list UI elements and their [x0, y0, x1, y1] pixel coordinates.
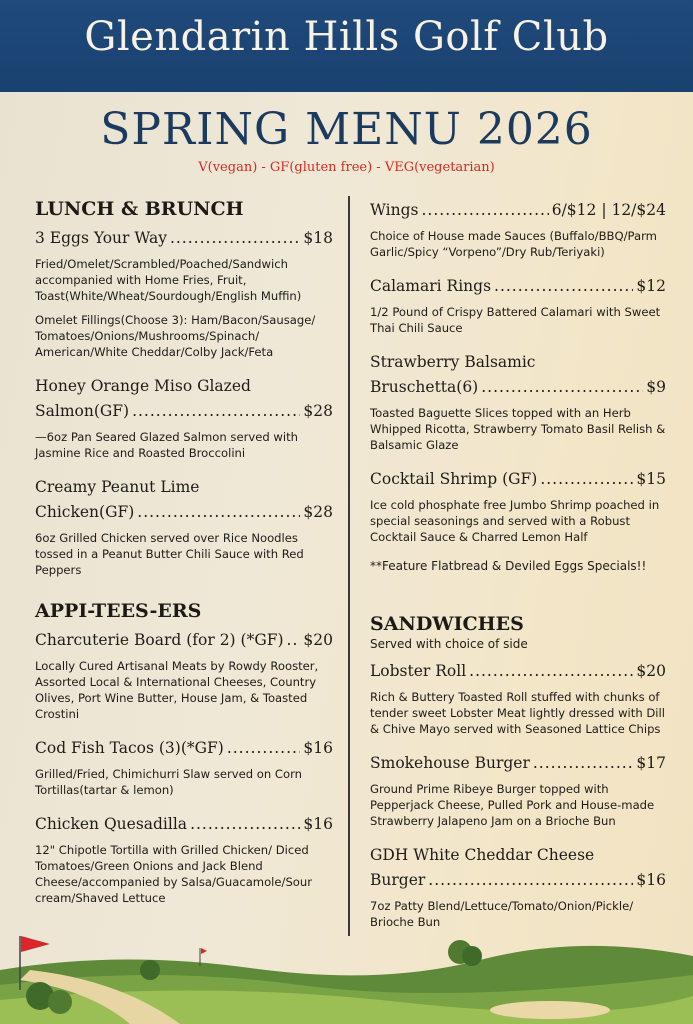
- menu-item: [370, 467, 666, 545]
- item-name: Smokehouse Burger: [370, 754, 530, 772]
- dot-leader: [421, 198, 548, 223]
- dietary-legend: V(vegan) - GF(gluten free) - VEG(vegetarian): [198, 160, 495, 175]
- item-name: 3 Eggs Your Way: [35, 229, 167, 247]
- item-price: $15: [636, 470, 666, 488]
- menu-item: [35, 475, 333, 578]
- item-description: Locally Cured Artisanal Meats by Rowdy Rooster, Assorted Local & International Cheeses, Country Olives, Port Wine Butter, House Jam, & Toasted Crostini: [35, 659, 319, 721]
- item-description: Grilled/Fried, Chimichurri Slaw served on Corn Tortillas(tartar & lemon): [35, 767, 303, 797]
- item-price: $20: [636, 662, 666, 680]
- item-name: Salmon(GF): [35, 402, 130, 420]
- dot-leader: [137, 500, 300, 525]
- item-price: $12: [636, 277, 666, 295]
- item-name: Chicken(GF): [35, 503, 135, 521]
- item-name: Charcuterie Board (for 2) (*GF): [35, 631, 284, 649]
- menu-section: [35, 198, 333, 578]
- menu-section: [370, 198, 666, 573]
- item-name: Honey Orange Miso Glazed: [35, 377, 251, 395]
- item-name: Burger: [370, 871, 426, 889]
- dot-leader: [227, 736, 301, 761]
- dot-leader: [287, 628, 301, 653]
- item-description: Ground Prime Ribeye Burger topped with Pepperjack Cheese, Pulled Pork and House-made Strawberry Jalapeno Jam on a Brioche Bun: [370, 782, 655, 828]
- item-name: Lobster Roll: [370, 662, 467, 680]
- dot-leader: [494, 274, 633, 299]
- menu-item: [370, 274, 666, 336]
- dot-leader: [540, 467, 633, 492]
- menu-item: [370, 350, 666, 453]
- item-name: Bruschetta(6): [370, 378, 479, 396]
- dot-leader: [428, 868, 633, 893]
- dot-leader: [132, 399, 300, 424]
- menu-item: [370, 843, 666, 930]
- item-name: Strawberry Balsamic: [370, 353, 536, 371]
- column-divider: [348, 196, 350, 936]
- dot-leader: [481, 375, 643, 400]
- section-heading: SANDWICHES: [370, 613, 524, 635]
- dot-leader: [190, 812, 300, 837]
- specials-note: **Feature Flatbread & Deviled Eggs Specials!!: [370, 559, 647, 573]
- item-description: 1/2 Pound of Crispy Battered Calamari with Sweet Thai Chili Sauce: [370, 305, 661, 335]
- item-price: $17: [636, 754, 666, 772]
- item-description: Omelet Fillings(Choose 3): Ham/Bacon/Sausage/ Tomatoes/Onions/Mushrooms/Spinach/ American/White Cheddar/Colby Jack/Feta: [35, 313, 316, 359]
- item-price: $18: [303, 229, 333, 247]
- menu-title: SPRING MENU 2026: [100, 104, 593, 155]
- menu-item: [35, 628, 333, 722]
- item-description: 6oz Grilled Chicken served over Rice Noodles tossed in a Peanut Butter Chili Sauce with Red Peppers: [35, 531, 304, 577]
- item-name: Chicken Quesadilla: [35, 815, 188, 833]
- item-price: 6/$12 | 12/$24: [551, 201, 666, 219]
- section-heading: LUNCH & BRUNCH: [35, 198, 244, 220]
- right-column: [370, 198, 666, 944]
- item-name: GDH White Cheddar Cheese: [370, 846, 595, 864]
- item-price: $16: [303, 815, 333, 833]
- menu-item: [35, 812, 333, 906]
- menu-item: [370, 198, 666, 260]
- item-name: Creamy Peanut Lime: [35, 478, 200, 496]
- item-price: $16: [303, 739, 333, 757]
- menu-section: [370, 613, 666, 930]
- item-name: Calamari Rings: [370, 277, 492, 295]
- item-name: Cod Fish Tacos (3)(*GF): [35, 739, 224, 757]
- menu-item: [35, 226, 333, 360]
- menu-item: [35, 736, 333, 798]
- menu-item: [370, 751, 666, 829]
- item-name: Cocktail Shrimp (GF): [370, 470, 538, 488]
- dot-leader: [533, 751, 634, 776]
- item-price: $28: [303, 503, 333, 521]
- header-banner: [0, 0, 693, 92]
- club-name: Glendarin Hills Golf Club: [84, 14, 609, 60]
- item-price: $9: [646, 378, 666, 396]
- item-price: $20: [303, 631, 333, 649]
- item-description: Ice cold phosphate free Jumbo Shrimp poached in special seasonings and served with a Robust Cocktail Sauce & Charred Lemon Half: [370, 498, 660, 544]
- menu-item: [35, 374, 333, 461]
- section-heading: APPI-TEES-ERS: [35, 600, 202, 622]
- item-description: 7oz Patty Blend/Lettuce/Tomato/Onion/Pickle/ Brioche Bun: [370, 899, 634, 929]
- item-description: Fried/Omelet/Scrambled/Poached/Sandwich accompanied with Home Fries, Fruit, Toast(White/Wheat/Sourdough/English Muffin): [35, 257, 302, 303]
- section-subtitle: Served with choice of side: [370, 637, 528, 651]
- item-name: Wings: [370, 201, 419, 219]
- item-description: 12" Chipotle Tortilla with Grilled Chicken/ Diced Tomatoes/Green Onions and Jack Blend Cheese/accompanied by Salsa/Guacamole/Sour cream/Shaved Lettuce: [35, 843, 313, 905]
- golf-landscape-illustration: [0, 930, 693, 1024]
- menu-section: [35, 600, 333, 906]
- item-description: Rich & Buttery Toasted Roll stuffed with chunks of tender sweet Lobster Meat lightly dressed with Dill & Chive Mayo served with Seasoned Lattice Chips: [370, 690, 665, 736]
- item-description: —6oz Pan Seared Glazed Salmon served with Jasmine Rice and Roasted Broccolini: [35, 430, 298, 460]
- left-column: [35, 198, 333, 920]
- item-price: $28: [303, 402, 333, 420]
- item-price: $16: [636, 871, 666, 889]
- item-description: Choice of House made Sauces (Buffalo/BBQ/Parm Garlic/Spicy “Vorpeno”/Dry Rub/Teriyaki): [370, 229, 657, 259]
- item-description: Toasted Baguette Slices topped with an Herb Whipped Ricotta, Strawberry Tomato Basil Relish & Balsamic Glaze: [370, 406, 666, 452]
- dot-leader: [170, 226, 300, 251]
- menu-item: [370, 659, 666, 737]
- dot-leader: [469, 659, 633, 684]
